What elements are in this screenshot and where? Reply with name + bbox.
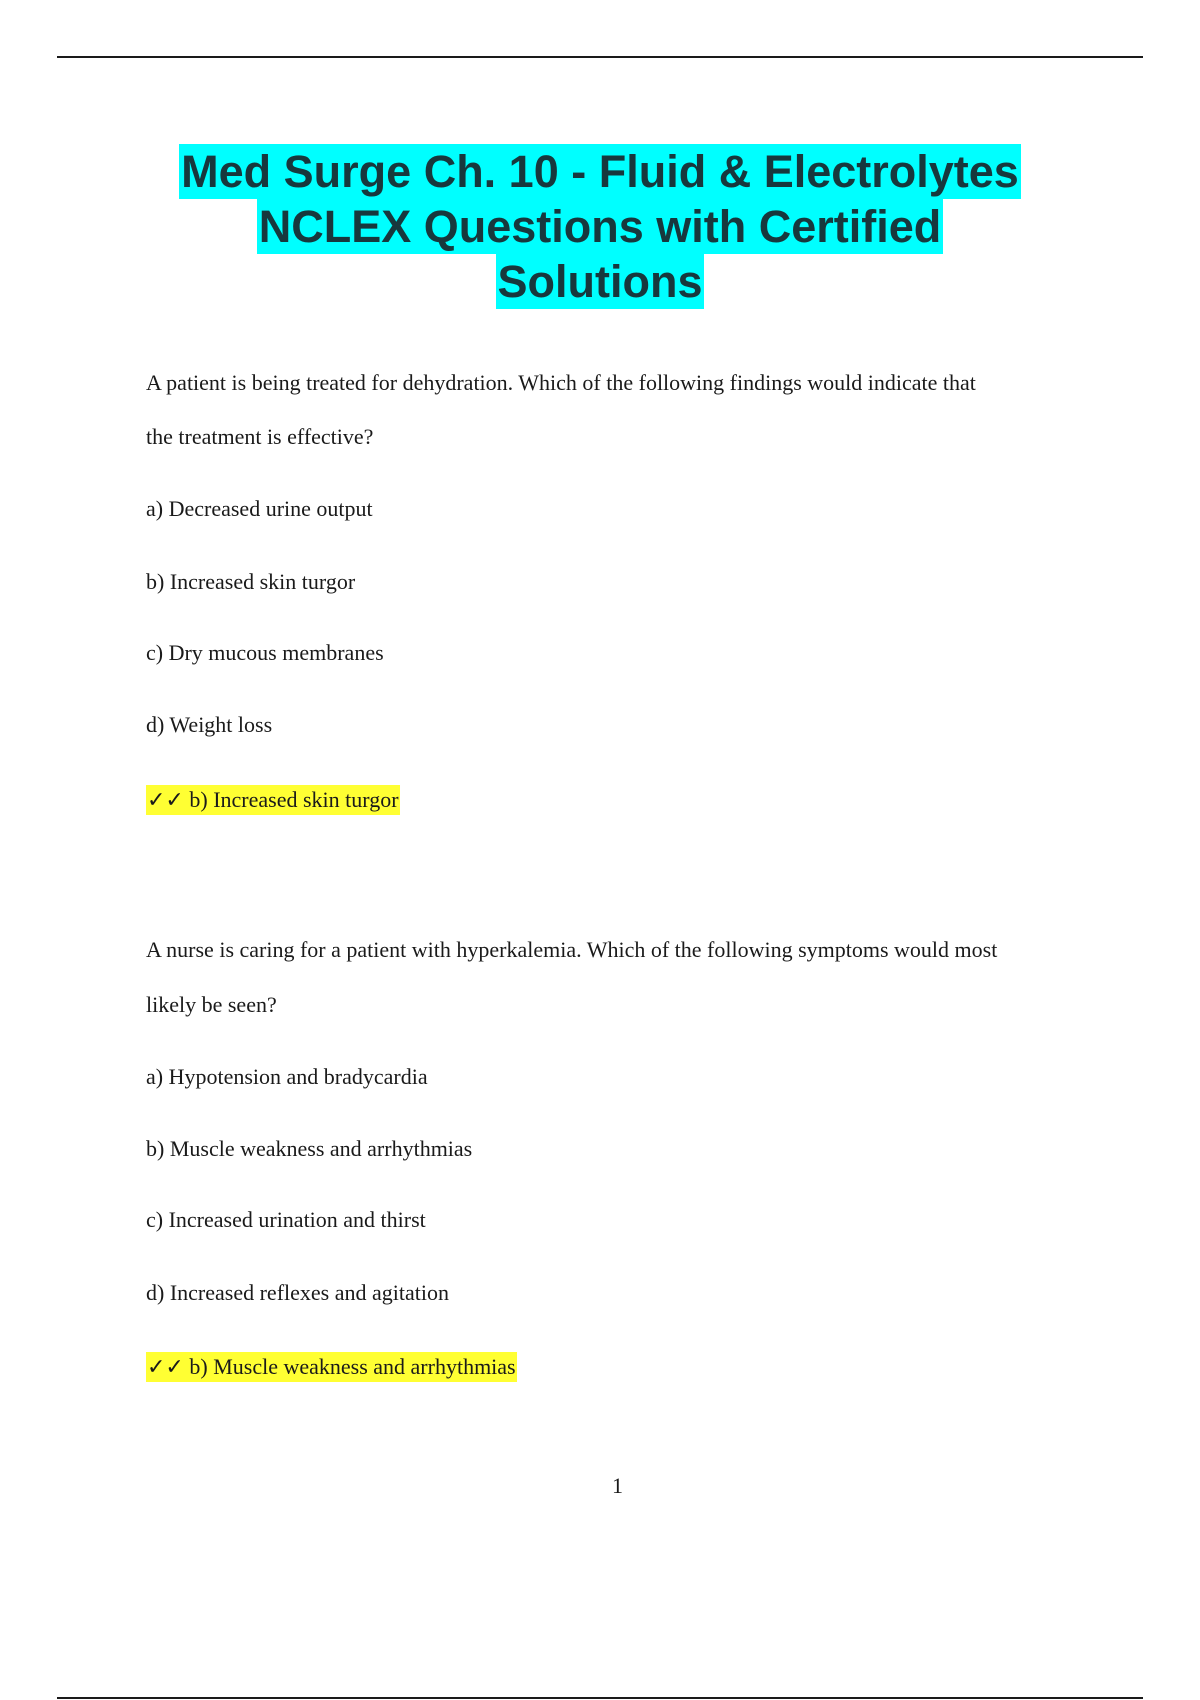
question-2-option-b: b) Muscle weakness and arrhythmias <box>146 1136 473 1161</box>
question-2-answer <box>146 1355 517 1380</box>
question-1-stem-line-1: A patient is being treated for dehydration. Which of the following findings would indicate that <box>146 370 976 395</box>
title-line-3: Solutions <box>497 256 703 307</box>
question-2-option-d: d) Increased reflexes and agitation <box>146 1280 449 1305</box>
page-number: 1 <box>612 1473 623 1498</box>
question-2-option-c: c) Increased urination and thirst <box>146 1207 426 1232</box>
question-1-stem-line-2: the treatment is effective? <box>146 424 374 449</box>
question-2-answer-text: b) Muscle weakness and arrhythmias <box>189 1354 516 1379</box>
title-line-1: Med Surge Ch. 10 - Fluid & Electrolytes <box>181 146 1019 197</box>
top-rule <box>57 56 1143 58</box>
question-1-option-c: c) Dry mucous membranes <box>146 640 384 665</box>
document-title <box>0 144 1200 309</box>
question-1-option-b: b) Increased skin turgor <box>146 569 356 594</box>
question-1-option-d: d) Weight loss <box>146 712 273 737</box>
question-2-answer-highlight <box>146 1352 517 1382</box>
question-1-answer <box>146 788 400 813</box>
double-check-icon: ✓✓ <box>147 788 184 813</box>
double-check-icon: ✓✓ <box>147 1355 184 1380</box>
bottom-rule <box>57 1697 1143 1699</box>
question-2-stem-line-2: likely be seen? <box>146 992 277 1017</box>
question-1-answer-highlight <box>146 785 400 815</box>
question-1-answer-text: b) Increased skin turgor <box>189 787 399 812</box>
question-2-stem-line-1: A nurse is caring for a patient with hyperkalemia. Which of the following symptoms would most <box>146 937 998 962</box>
question-2-option-a: a) Hypotension and bradycardia <box>146 1064 428 1089</box>
title-line-2: NCLEX Questions with Certified <box>258 201 942 252</box>
question-1-option-a: a) Decreased urine output <box>146 496 373 521</box>
